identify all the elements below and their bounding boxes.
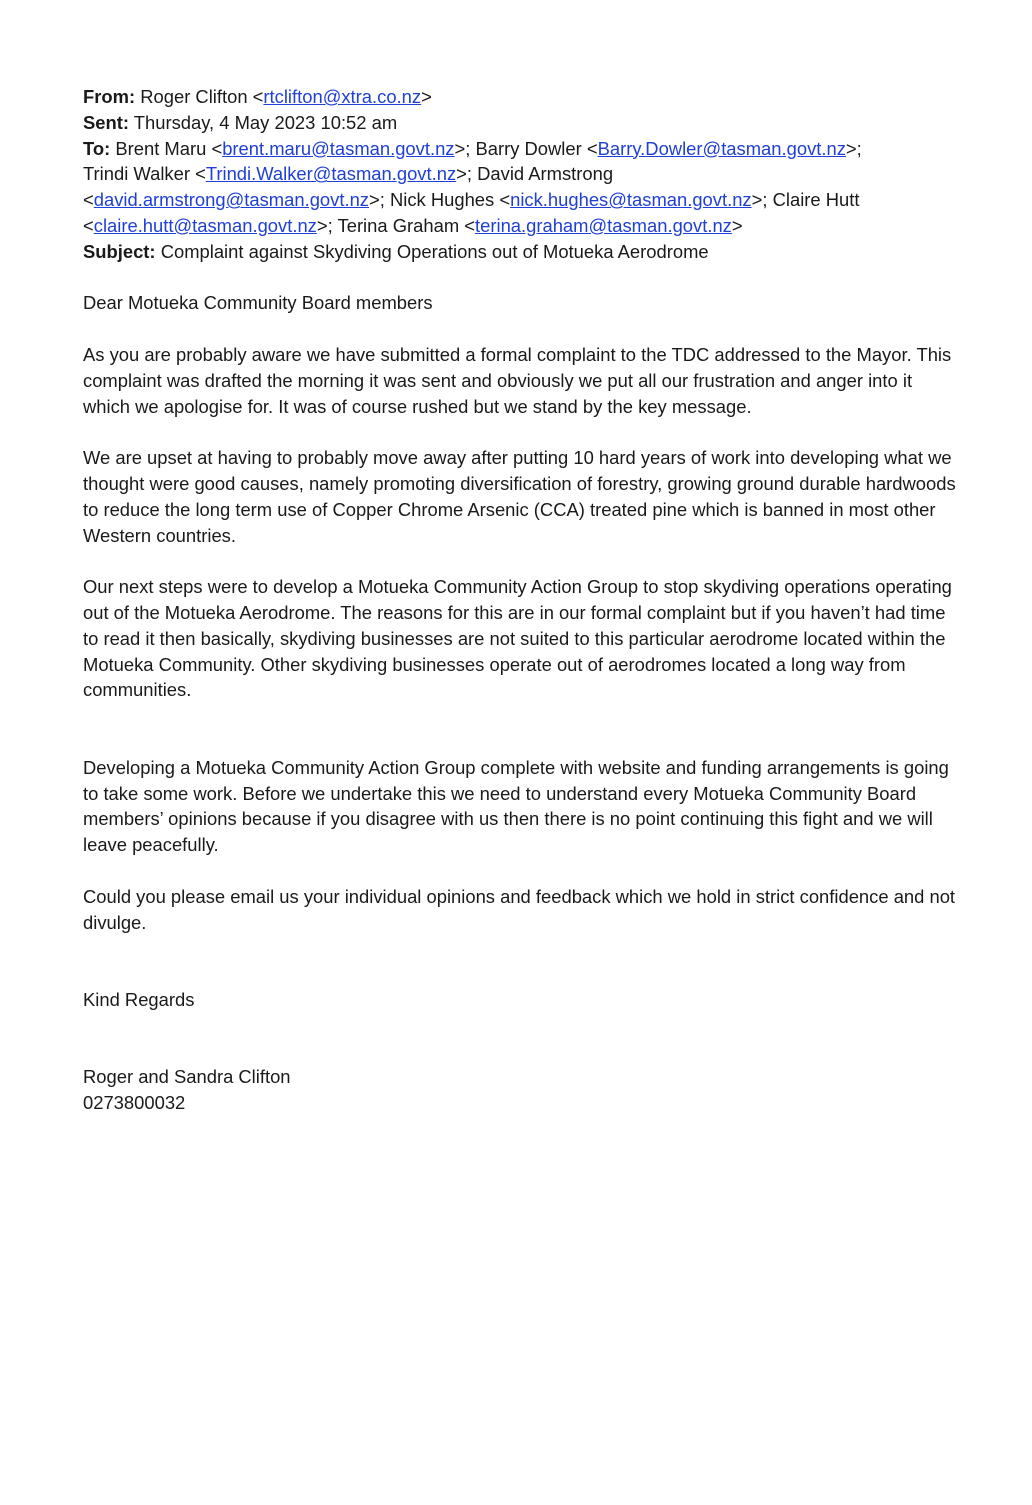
subject-line (83, 239, 963, 265)
to-line-1: To: Brent Maru <brent.maru@tasman.govt.nz>; Barry Dowler <Barry.Dowler@tasman.govt.nz>; (83, 137, 862, 159)
spacer (83, 703, 963, 755)
spacer (83, 316, 963, 342)
closing: Kind Regards (83, 988, 195, 1010)
subject-label: Subject: (83, 240, 156, 262)
recipient-email-link[interactable]: david.armstrong@tasman.govt.nz (93, 189, 369, 211)
from-line: From: Roger Clifton <rtclifton@xtra.co.nz> (83, 86, 432, 107)
recipient-name: Trindi Walker (83, 163, 190, 185)
recipient-email-link[interactable]: Trindi.Walker@tasman.govt.nz (205, 163, 457, 185)
to-line-3: <david.armstrong@tasman.govt.nz>; Nick Hughes <nick.hughes@tasman.govt.nz>; Claire Hutt (83, 189, 860, 211)
sent-line (83, 110, 963, 136)
recipient-email-link[interactable]: brent.maru@tasman.govt.nz (222, 137, 455, 159)
spacer (83, 419, 963, 445)
from-label: From: (83, 86, 136, 107)
recipient-name: Claire Hutt (772, 189, 860, 211)
spacer (83, 858, 963, 884)
recipient-email-link[interactable]: claire.hutt@tasman.govt.nz (93, 214, 317, 236)
signature-phone: 0273800032 (83, 1092, 186, 1114)
recipient-email-link[interactable]: nick.hughes@tasman.govt.nz (510, 189, 752, 211)
spacer (83, 935, 963, 987)
recipient-name: Brent Maru (115, 137, 207, 159)
body-paragraph: We are upset at having to probably move away after putting 10 hard years of work into developing what we thought were good causes, namely promoting diversification of forestry, growing ground durable hardwoods to reduce the long term use of Copper Chrome Arsenic (CCA) treated pine which is banned in most other Western countries. (83, 447, 956, 546)
greeting: Dear Motueka Community Board members (83, 292, 433, 314)
to-line-4: <claire.hutt@tasman.govt.nz>; Terina Graham <terina.graham@tasman.govt.nz> (83, 214, 743, 236)
body-paragraph: Could you please email us your individual opinions and feedback which we hold in strict confidence and not divulge. (83, 885, 956, 933)
recipient-name: Barry Dowler (475, 137, 582, 159)
recipient-name: David Armstrong (477, 163, 614, 185)
email-document (83, 84, 963, 1116)
recipient-email-link[interactable]: Barry.Dowler@tasman.govt.nz (597, 137, 846, 159)
recipient-email-link[interactable]: terina.graham@tasman.govt.nz (475, 214, 732, 236)
signature-names: Roger and Sandra Clifton (83, 1066, 291, 1088)
sent-label: Sent: (83, 111, 129, 133)
spacer (83, 265, 963, 291)
body-paragraph: Our next steps were to develop a Motueka Community Action Group to stop skydiving operations operating out of the Motueka Aerodrome. The reasons for this are in our formal complaint but if you haven’t had time to read it then basically, skydiving businesses are not suited to this particular aerodrome located within the Motueka Community. Other skydiving businesses operate out of aerodromes located a long way from communities. (83, 576, 952, 701)
recipient-name: Terina Graham (337, 214, 460, 236)
from-email-link[interactable]: rtclifton@xtra.co.nz (263, 86, 422, 107)
body-paragraph: Developing a Motueka Community Action Group complete with website and funding arrangements is going to take some work. Before we undertake this we need to understand every Motueka Community Board members’ opinions because if you disagree with us then there is no point continuing this fight and we will leave peacefully. (83, 756, 949, 856)
to-label: To: (83, 137, 111, 159)
body-paragraph: As you are probably aware we have submitted a formal complaint to the TDC addressed to the Mayor. This complaint was drafted the morning it was sent and obviously we put all our frustration and anger into it which we apologise for. It was of course rushed but we stand by the key message. (83, 343, 952, 417)
recipient-name: Nick Hughes (389, 189, 495, 211)
spacer (83, 548, 963, 574)
spacer (83, 1013, 963, 1065)
sent-value: Thursday, 4 May 2023 10:52 am (133, 111, 398, 133)
subject-value: Complaint against Skydiving Operations out of Motueka Aerodrome (160, 240, 709, 262)
from-name: Roger Clifton (140, 86, 248, 107)
to-line-2: Trindi Walker <Trindi.Walker@tasman.govt.nz>; David Armstrong (83, 163, 614, 185)
